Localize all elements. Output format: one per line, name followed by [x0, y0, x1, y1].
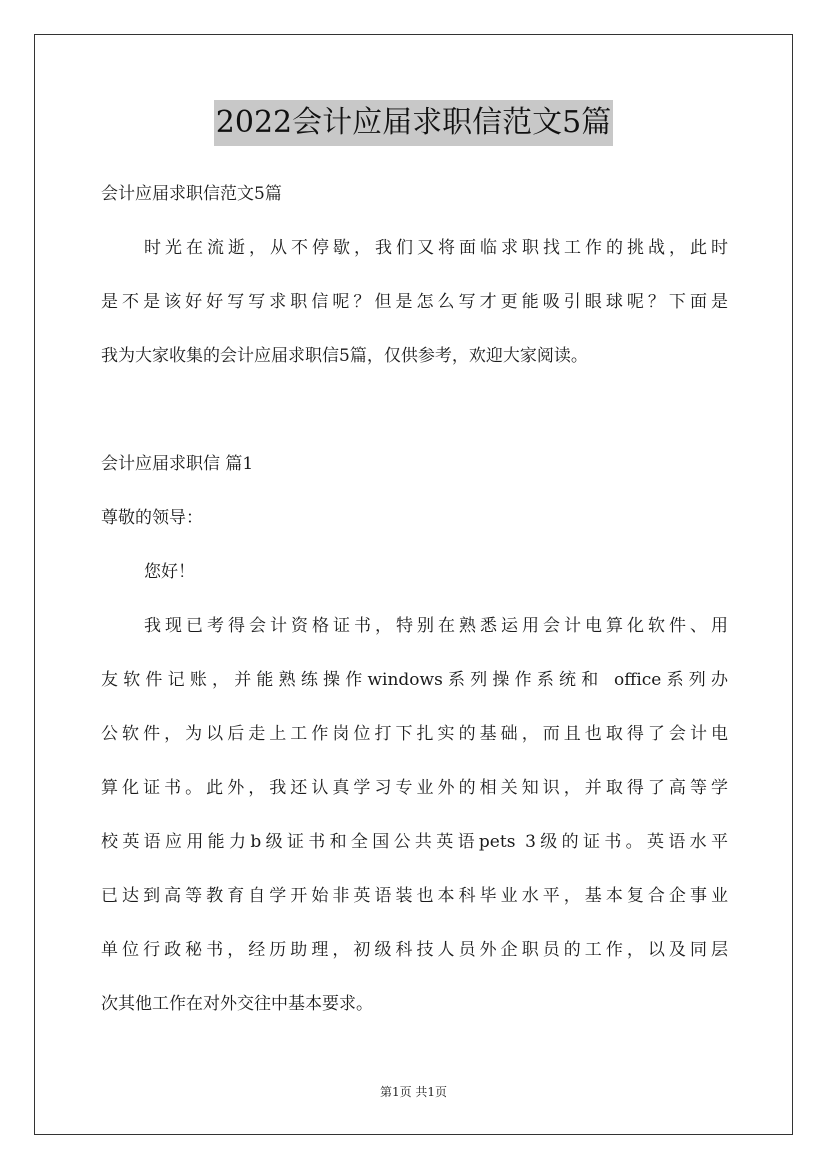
- body-line: 单位行政秘书，经历助理，初级科技人员外企职员的工作，以及同层: [101, 940, 728, 960]
- salutation: 尊敬的领导：: [101, 508, 203, 528]
- intro-line: 我为大家收集的会计应届求职信5篇，仅供参考，欢迎大家阅读。: [101, 346, 588, 366]
- body-line: 公软件，为以后走上工作岗位打下扎实的基础，而且也取得了会计电: [101, 724, 728, 744]
- greeting: 您好！: [144, 562, 195, 582]
- document-title: 2022会计应届求职信范文5篇: [214, 100, 613, 146]
- document-subtitle: 会计应届求职信范文5篇: [101, 184, 282, 204]
- body-line: 我现已考得会计资格证书，特别在熟悉运用会计电算化软件、用: [144, 616, 728, 636]
- body-line: 已达到高等教育自学开始非英语装也本科毕业水平，基本复合企事业: [101, 886, 728, 906]
- title-container: [0, 100, 827, 146]
- section-heading: 会计应届求职信 篇1: [101, 454, 254, 474]
- intro-line: 时光在流逝，从不停歇，我们又将面临求职找工作的挑战，此时: [144, 238, 728, 258]
- body-line: 算化证书。此外，我还认真学习专业外的相关知识，并取得了高等学: [101, 778, 728, 798]
- body-line: 友软件记账，并能熟练操作windows系列操作系统和 office系列办: [101, 670, 728, 690]
- body-line: 次其他工作在对外交往中基本要求。: [101, 994, 373, 1014]
- intro-line: 是不是该好好写写求职信呢？但是怎么写才更能吸引眼球呢？下面是: [101, 292, 728, 312]
- page-footer: 第1页 共1页: [379, 1085, 448, 1099]
- body-line: 校英语应用能力b级证书和全国公共英语pets 3级的证书。英语水平: [101, 832, 728, 852]
